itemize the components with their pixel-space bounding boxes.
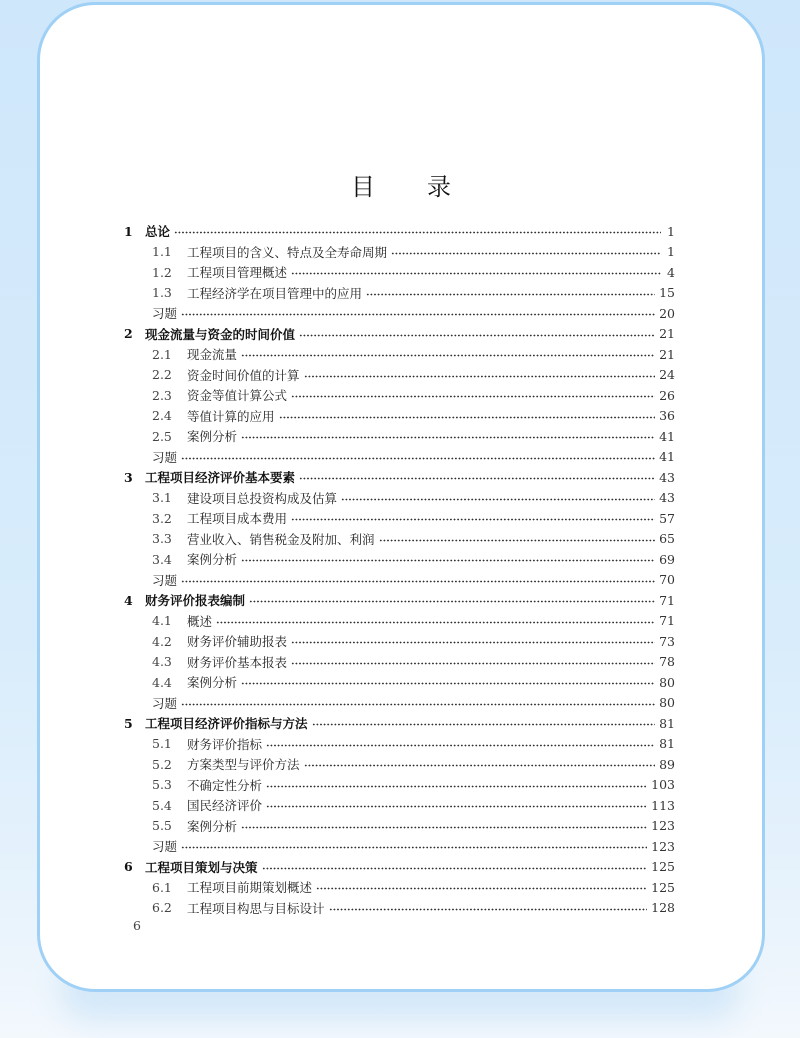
toc-entry-number: 2.2 <box>152 367 172 383</box>
toc-entry-number: 6.1 <box>152 879 172 895</box>
toc-section-row[interactable] <box>124 242 675 263</box>
dot-leader <box>312 717 656 729</box>
toc-entry-label: 案例分析 <box>187 818 238 834</box>
toc-entry-page: 1 <box>667 244 675 260</box>
toc-entry-number: 1.1 <box>152 244 172 260</box>
toc-entry-number: 5.5 <box>152 818 172 834</box>
dot-leader <box>366 287 655 299</box>
toc-entry-label: 工程项目经济评价基本要素 <box>145 470 296 486</box>
toc-section-row[interactable] <box>124 426 675 447</box>
toc-chapter-row[interactable] <box>124 221 675 242</box>
dot-leader <box>329 902 648 914</box>
toc-entry-number: 4.3 <box>152 654 172 670</box>
dot-leader <box>241 553 655 565</box>
toc-entry-label: 案例分析 <box>187 429 238 445</box>
toc-entry-page: 81 <box>659 715 675 731</box>
dot-leader <box>279 410 656 422</box>
toc-section-row[interactable] <box>124 488 675 509</box>
toc-entry-label: 方案类型与评价方法 <box>187 757 300 773</box>
toc-entry-number: 6.2 <box>152 900 172 916</box>
toc-entry-label: 财务评价指标 <box>187 736 263 752</box>
toc-entry-number: 2 <box>124 326 133 342</box>
toc-entry-number: 4 <box>124 592 133 608</box>
toc-entry-number: 4.2 <box>152 633 172 649</box>
toc-chapter-row[interactable] <box>124 713 675 734</box>
toc-entry-page: 26 <box>659 387 675 403</box>
dot-leader <box>341 492 655 504</box>
dot-leader <box>299 471 655 483</box>
dot-leader <box>181 697 655 709</box>
toc-entry-label: 案例分析 <box>187 675 238 691</box>
toc-entry-page: 41 <box>659 449 675 465</box>
toc-entry-page: 123 <box>651 838 675 854</box>
toc-entry-label: 案例分析 <box>187 552 238 568</box>
toc-entry-page: 15 <box>659 285 675 301</box>
dot-leader <box>291 656 655 668</box>
toc-section-row[interactable] <box>124 385 675 406</box>
toc-section-row[interactable] <box>124 652 675 673</box>
toc-entry-number: 3 <box>124 469 133 485</box>
toc-entry-number: 6 <box>124 859 133 875</box>
page-title <box>40 167 762 202</box>
toc-entry-label: 工程项目的含义、特点及全寿命周期 <box>187 244 388 260</box>
toc-entry-number: 1.3 <box>152 285 172 301</box>
dot-leader <box>241 430 655 442</box>
toc-entry-page: 71 <box>659 613 675 629</box>
title-char-1: 目 <box>351 173 375 201</box>
toc-entry-label: 财务评价基本报表 <box>187 654 288 670</box>
dot-leader <box>181 307 655 319</box>
toc-entry-number: 2.1 <box>152 346 172 362</box>
dot-leader <box>304 369 656 381</box>
toc-entry-number: 3.3 <box>152 531 172 547</box>
toc-entry-label: 工程项目构思与目标设计 <box>187 900 325 916</box>
table-of-contents <box>124 221 675 918</box>
toc-section-row[interactable] <box>124 262 675 283</box>
dot-leader <box>262 861 648 873</box>
toc-entry-number: 2.3 <box>152 387 172 403</box>
toc-entry-label: 营业收入、销售税金及附加、利润 <box>187 531 375 547</box>
toc-entry-number: 3.2 <box>152 510 172 526</box>
toc-entry-label: 资金等值计算公式 <box>187 388 288 404</box>
toc-section-row[interactable] <box>124 365 675 386</box>
toc-chapter-row[interactable] <box>124 857 675 878</box>
toc-entry-label: 工程项目管理概述 <box>187 265 288 281</box>
dot-leader <box>216 615 655 627</box>
toc-entry-number: 4.4 <box>152 674 172 690</box>
dot-leader <box>391 246 661 258</box>
toc-entry-page: 125 <box>651 859 675 875</box>
toc-entry-page: 113 <box>651 797 675 813</box>
toc-entry-label: 资金时间价值的计算 <box>187 367 300 383</box>
toc-entry-page: 21 <box>659 326 675 342</box>
toc-exercise-row[interactable] <box>124 693 675 714</box>
toc-entry-page: 80 <box>659 674 675 690</box>
toc-section-row[interactable] <box>124 898 675 919</box>
toc-section-row[interactable] <box>124 549 675 570</box>
dot-leader <box>181 574 655 586</box>
toc-entry-label: 工程经济学在项目管理中的应用 <box>187 285 363 301</box>
toc-entry-page: 24 <box>659 367 675 383</box>
toc-chapter-row[interactable] <box>124 590 675 611</box>
toc-section-row[interactable] <box>124 283 675 304</box>
toc-entry-page: 78 <box>659 654 675 670</box>
toc-entry-page: 65 <box>659 531 675 547</box>
dot-leader <box>266 738 655 750</box>
toc-entry-label: 工程项目策划与决策 <box>145 859 258 875</box>
toc-entry-label: 现金流量与资金的时间价值 <box>145 326 296 342</box>
dot-leader <box>266 779 647 791</box>
toc-entry-label: 等值计算的应用 <box>187 408 275 424</box>
toc-entry-label: 工程项目经济评价指标与方法 <box>145 716 308 732</box>
toc-entry-page: 41 <box>659 428 675 444</box>
dot-leader <box>241 820 647 832</box>
toc-exercise-row[interactable] <box>124 303 675 324</box>
toc-entry-page: 20 <box>659 305 675 321</box>
dot-leader <box>316 881 647 893</box>
toc-section-row[interactable] <box>124 406 675 427</box>
toc-entry-number: 5 <box>124 715 133 731</box>
dot-leader <box>291 635 655 647</box>
toc-entry-page: 123 <box>651 818 675 834</box>
toc-entry-page: 69 <box>659 551 675 567</box>
toc-entry-page: 21 <box>659 346 675 362</box>
toc-entry-label: 概述 <box>187 613 213 629</box>
toc-section-row[interactable] <box>124 734 675 755</box>
toc-entry-number: 1 <box>124 223 133 239</box>
dot-leader <box>379 533 656 545</box>
toc-entry-label: 习题 <box>152 449 178 465</box>
toc-entry-number: 5.2 <box>152 756 172 772</box>
toc-entry-page: 43 <box>659 469 675 485</box>
dot-leader <box>181 451 655 463</box>
toc-entry-label: 财务评价报表编制 <box>145 593 246 609</box>
toc-section-row[interactable] <box>124 754 675 775</box>
toc-exercise-row[interactable] <box>124 570 675 591</box>
toc-section-row[interactable] <box>124 344 675 365</box>
toc-entry-label: 工程项目前期策划概述 <box>187 880 313 896</box>
toc-entry-page: 125 <box>651 879 675 895</box>
toc-entry-page: 80 <box>659 695 675 711</box>
toc-entry-label: 建设项目总投资构成及估算 <box>187 490 338 506</box>
page-number: 6 <box>133 918 141 933</box>
toc-entry-number: 5.4 <box>152 797 172 813</box>
toc-entry-number: 2.4 <box>152 408 172 424</box>
dot-leader <box>291 266 661 278</box>
toc-entry-number: 1.2 <box>152 264 172 280</box>
title-char-2: 录 <box>427 173 451 201</box>
toc-section-row[interactable] <box>124 529 675 550</box>
toc-entry-number: 3.1 <box>152 490 172 506</box>
dot-leader <box>291 389 655 401</box>
toc-entry-page: 103 <box>651 777 675 793</box>
dot-leader <box>266 799 647 811</box>
toc-entry-page: 4 <box>667 264 675 280</box>
dot-leader <box>181 840 647 852</box>
dot-leader <box>241 348 655 360</box>
toc-entry-label: 习题 <box>152 839 178 855</box>
toc-entry-number: 3.4 <box>152 551 172 567</box>
toc-entry-label: 国民经济评价 <box>187 798 263 814</box>
toc-entry-page: 43 <box>659 490 675 506</box>
toc-entry-label: 工程项目成本费用 <box>187 511 288 527</box>
toc-section-row[interactable] <box>124 795 675 816</box>
toc-section-row[interactable] <box>124 775 675 796</box>
toc-section-row[interactable] <box>124 631 675 652</box>
toc-entry-label: 财务评价辅助报表 <box>187 634 288 650</box>
toc-entry-label: 不确定性分析 <box>187 777 263 793</box>
toc-entry-label: 总论 <box>145 224 171 240</box>
toc-entry-number: 5.3 <box>152 777 172 793</box>
dot-leader <box>291 512 655 524</box>
toc-entry-label: 习题 <box>152 572 178 588</box>
dot-leader <box>249 594 655 606</box>
toc-exercise-row[interactable] <box>124 447 675 468</box>
toc-entry-number: 5.1 <box>152 736 172 752</box>
dot-leader <box>299 328 655 340</box>
toc-entry-number: 2.5 <box>152 428 172 444</box>
toc-section-row[interactable] <box>124 672 675 693</box>
toc-exercise-row[interactable] <box>124 836 675 857</box>
toc-section-row[interactable] <box>124 877 675 898</box>
dot-leader <box>241 676 655 688</box>
toc-chapter-row[interactable] <box>124 324 675 345</box>
toc-entry-page: 89 <box>659 756 675 772</box>
toc-entry-page: 73 <box>659 633 675 649</box>
toc-entry-page: 128 <box>651 900 675 916</box>
dot-leader <box>304 758 656 770</box>
toc-entry-number: 4.1 <box>152 613 172 629</box>
toc-entry-label: 习题 <box>152 306 178 322</box>
dot-leader <box>174 225 661 237</box>
toc-entry-page: 1 <box>667 223 675 239</box>
toc-entry-page: 36 <box>659 408 675 424</box>
toc-entry-page: 81 <box>659 736 675 752</box>
toc-entry-label: 习题 <box>152 695 178 711</box>
toc-section-row[interactable] <box>124 508 675 529</box>
toc-entry-page: 70 <box>659 572 675 588</box>
toc-section-row[interactable] <box>124 611 675 632</box>
toc-chapter-row[interactable] <box>124 467 675 488</box>
toc-entry-label: 现金流量 <box>187 347 238 363</box>
toc-entry-page: 57 <box>659 510 675 526</box>
toc-section-row[interactable] <box>124 816 675 837</box>
toc-entry-page: 71 <box>659 592 675 608</box>
